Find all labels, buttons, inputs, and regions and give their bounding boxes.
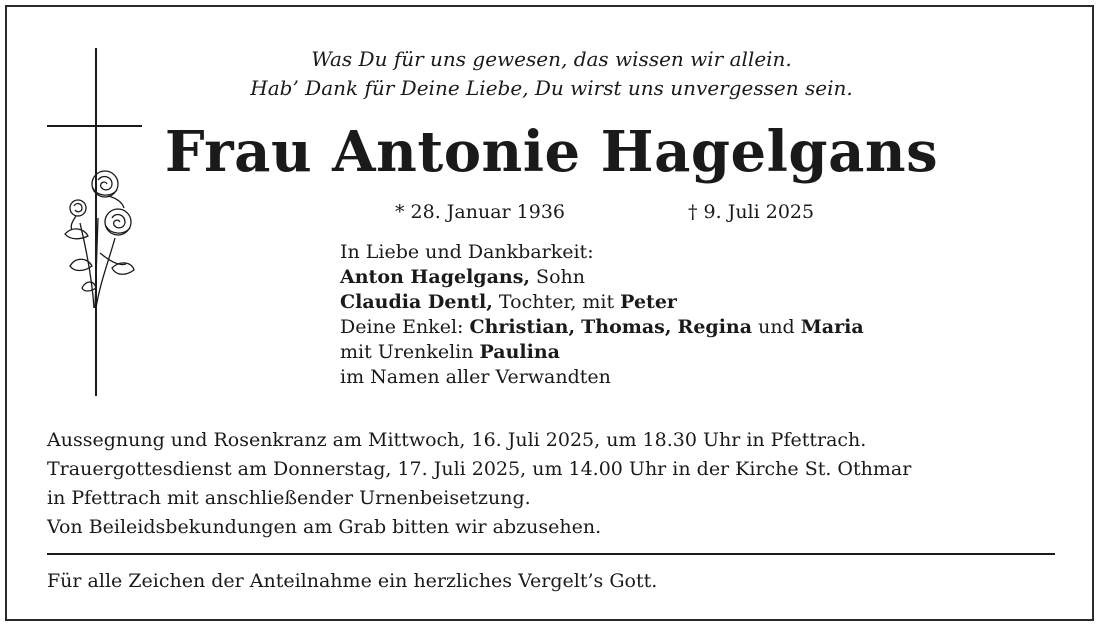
- daughter-role: Tochter, mit: [492, 291, 621, 313]
- grandchild-2: Thomas,: [581, 316, 672, 338]
- service-line-4: Von Beileidsbekundungen am Grab bitten wir abzusehen.: [47, 516, 602, 538]
- service-details: [47, 426, 1057, 542]
- service-line-2: Trauergottesdienst am Donnerstag, 17. Juli 2025, um 14.00 Uhr in der Kirche St. Othmar: [47, 458, 912, 480]
- son-name: Anton Hagelgans,: [340, 266, 531, 288]
- deceased-name: Frau Antonie Hagelgans: [164, 119, 939, 185]
- son-role: Sohn: [530, 266, 585, 288]
- birth-date: * 28. Januar 1936: [395, 201, 566, 223]
- mourner-relatives: im Namen aller Verwandten: [340, 366, 611, 388]
- mourner-son: [340, 265, 864, 290]
- grandchildren-and: und: [752, 316, 801, 338]
- divider: [47, 553, 1055, 555]
- thanks-line: Für alle Zeichen der Anteilnahme ein herzliches Vergelt’s Gott.: [47, 570, 658, 592]
- service-line-3: in Pfettrach mit anschließender Urnenbeisetzung.: [47, 487, 531, 509]
- mourner-great-grandchild: [340, 340, 864, 365]
- mourner-daughter: [340, 290, 864, 315]
- great-grandchild-name: Paulina: [479, 341, 560, 363]
- grandchild-1: Christian,: [469, 316, 576, 338]
- grandchild-4: Maria: [800, 316, 864, 338]
- verse-line-1: Was Du für uns gewesen, das wissen wir allein.: [311, 47, 792, 71]
- mourners-list: [340, 240, 864, 390]
- great-grandchild-label: mit Urenkelin: [340, 341, 480, 363]
- grandchild-3: Regina: [677, 316, 753, 338]
- verse-line-2: Hab’ Dank für Deine Liebe, Du wirst uns unvergessen sein.: [250, 76, 853, 100]
- service-line-1: Aussegnung und Rosenkranz am Mittwoch, 16. Juli 2025, um 18.30 Uhr in Pfettrach.: [47, 429, 867, 451]
- grandchildren-label: Deine Enkel:: [340, 316, 470, 338]
- mourner-grandchildren: [340, 315, 864, 340]
- daughter-partner: Peter: [620, 291, 677, 313]
- roses-icon: [60, 168, 140, 313]
- mourners-intro: In Liebe und Dankbarkeit:: [340, 241, 594, 263]
- death-date: † 9. Juli 2025: [688, 201, 815, 223]
- daughter-name: Claudia Dentl,: [340, 291, 493, 313]
